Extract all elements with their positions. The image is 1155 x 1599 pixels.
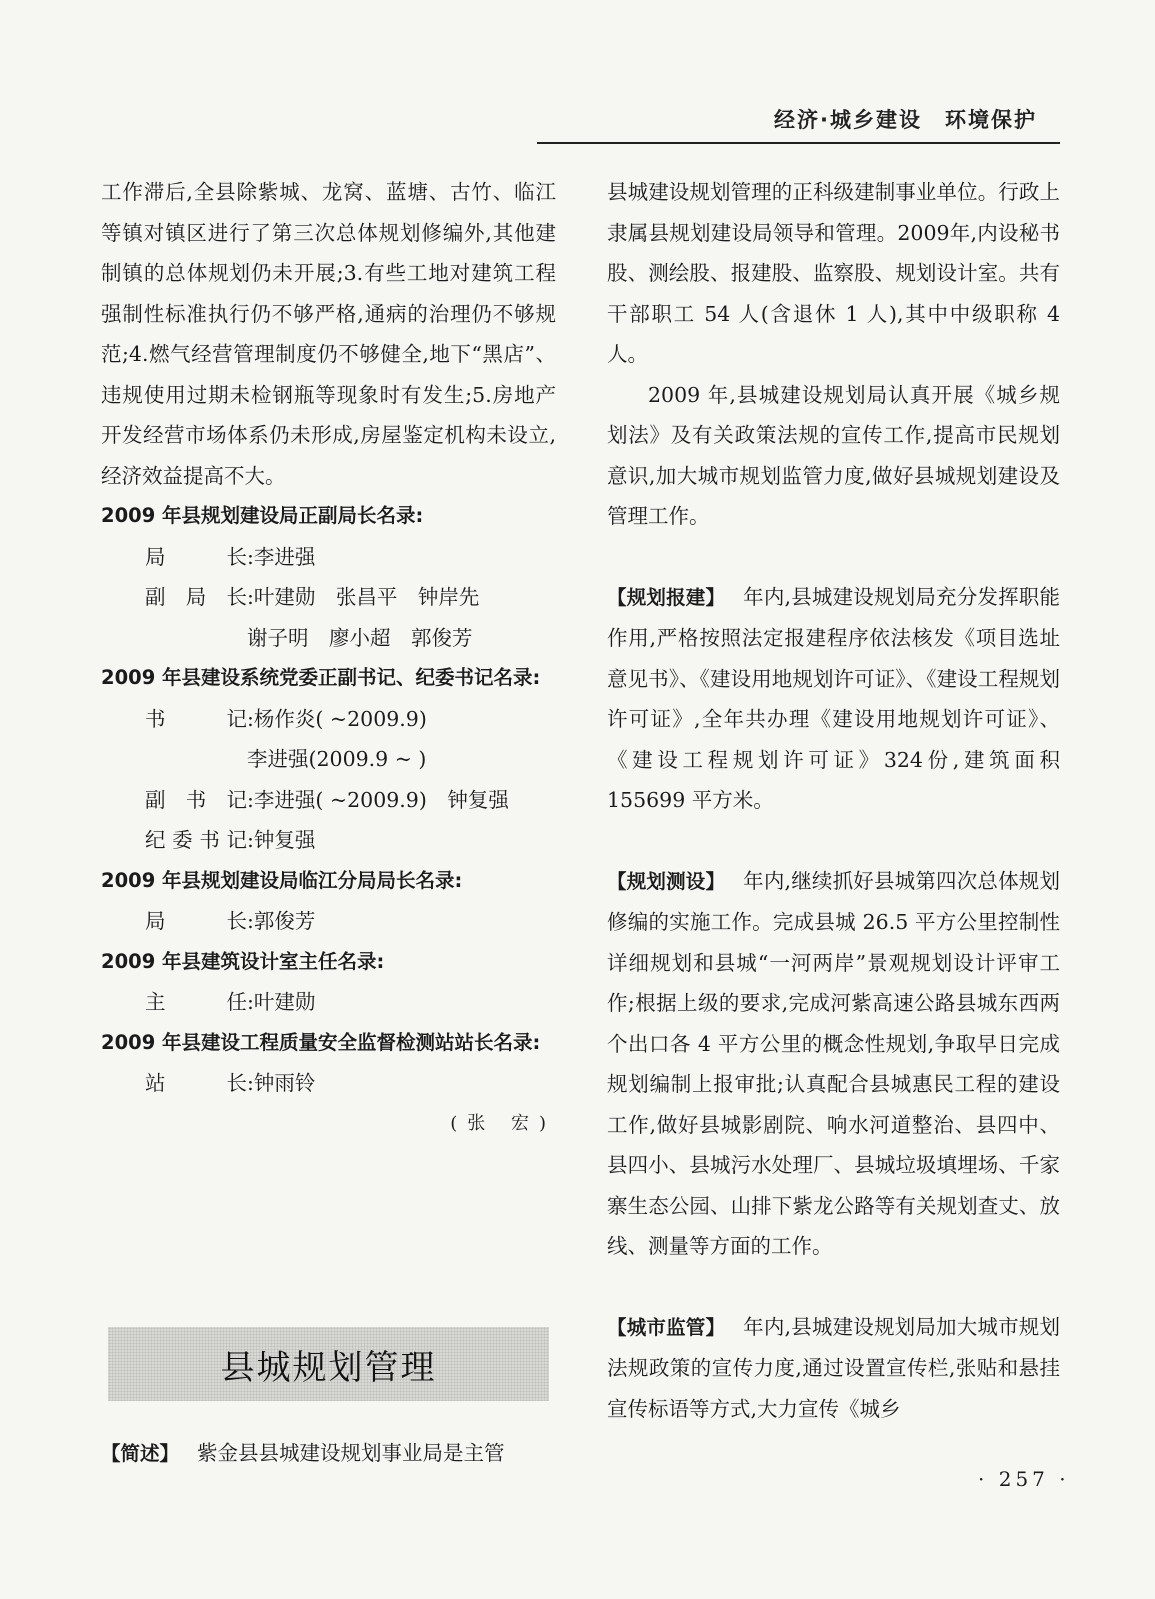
list-heading: 2009 年县建筑设计室主任名录: [101, 949, 385, 973]
section-baojian [607, 577, 1060, 821]
name-row: 副 局 长 : 叶建勋 张昌平 钟岸先 [101, 577, 556, 618]
role-label: 局 长 [145, 544, 247, 569]
role-label: 站 长 [145, 1071, 247, 1095]
section-title-banner [108, 1327, 549, 1401]
name-row: 书 记 : 杨作炎( ~2009.9) [101, 699, 556, 740]
name-continuation: 谢子明 廖小超 郭俊芳 [247, 625, 473, 650]
name-row: 主 任 : 叶建勋 [101, 982, 556, 1023]
section-tag: 【规划报建】 [607, 585, 726, 609]
role-label: 副 书 记 [145, 787, 247, 812]
section-jianguan [607, 1307, 1060, 1430]
role-names: 郭俊芳 [253, 909, 316, 933]
spacer [607, 821, 1060, 861]
list-heading: 2009 年县规划建设局临江分局局长名录: [101, 868, 463, 892]
overview-paragraph [101, 1433, 556, 1475]
author-byline: (张 宏) [450, 1112, 556, 1134]
name-row: 站 长 : 钟雨铃 [101, 1063, 556, 1104]
list-heading: 2009 年县规划建设局正副局长名录: [101, 504, 424, 527]
name-continuation: 李进强(2009.9 ~ ) [247, 747, 427, 771]
overview-paragraph-2: 2009 年,县城建设规划局认真开展《城乡规划法》及有关政策法规的宣传工作,提高市民规划意识,加大城市规划监管力度,做好县城规划建设及管理工作。 [607, 382, 1060, 528]
name-row: 纪委书记 : 钟复强 [101, 820, 556, 861]
intro-paragraph: 工作滞后,全县除紫城、龙窝、蓝塘、古竹、临江等镇对镇区进行了第三次总体规划修编外,其他建制镇的总体规划仍未开展;3.有些工地对建筑工程强制性标准执行仍不够严格,通病的治理仍不够规范;4.燃气经营管理制度仍不够健全,地下“黑店”、违规使用过期未检钢瓶等现象时有发生;5.房地产开发经营市场体系仍未形成,房屋鉴定机构未设立,经济效益提高不大。 [101, 180, 556, 488]
left-column [101, 172, 556, 1144]
overview-text: 紫金县县城建设规划事业局是主管 [197, 1441, 505, 1465]
name-row: 局 长 : 郭俊芳 [101, 901, 556, 942]
role-label: 纪委书记 [145, 828, 247, 852]
right-column [607, 172, 1060, 1429]
section-text: 年内,县城建设规划局加大城市规划法规政策的宣传力度,通过设置宣传栏,张贴和悬挂宣传标语等方式,大力宣传《城乡 [607, 1314, 1060, 1421]
section-text: 年内,继续抓好县城第四次总体规划修编的实施工作。完成县城 26.5 平方公里控制性详细规划和县城“一河两岸”景观规划设计评审工作;根据上级的要求,完成河紫高速公路县城东西两个出口各 4 平方公里的概念性规划,争取早日完成规划编制上报审批;认真配合县城惠民工程的建设工作,做好县城影剧院、响水河道整治、县四中、县四小、县城污水处理厂、县城垃圾填埋场、千家寨生态公园、山排下紫龙公路等有关规划查丈、放线、测量等方面的工作。 [607, 868, 1060, 1258]
role-label: 主 任 [145, 990, 247, 1014]
list-heading: 2009 年县建设系统党委正副书记、纪委书记名录: [101, 666, 541, 689]
header-rule [537, 142, 1060, 144]
spacer [607, 537, 1060, 577]
section-cheshe [607, 861, 1060, 1267]
role-label: 局 长 [145, 909, 247, 933]
overview-tag: 【简述】 [101, 1442, 180, 1465]
page-number: · 257 · [978, 1467, 1070, 1491]
role-names: 钟复强 [253, 828, 316, 852]
list-heading: 2009 年县建设工程质量安全监督检测站站长名录: [101, 1030, 541, 1054]
role-label: 书 记 [145, 706, 247, 731]
running-header: 经济·城乡建设 环境保护 [774, 108, 1037, 132]
role-names: 叶建勋 张昌平 钟岸先 [253, 585, 480, 609]
role-names: 叶建勋 [253, 990, 316, 1014]
role-names: 钟雨铃 [253, 1071, 316, 1095]
section-tag: 【规划测设】 [607, 869, 726, 893]
name-row: 副 书 记 : 李进强( ~2009.9) 钟复强 [101, 780, 556, 821]
section-text: 年内,县城建设规划局充分发挥职能作用,严格按照法定报建程序依法核发《项目选址意见书》、《建设用地规划许可证》、《建设工程规划许可证》,全年共办理《建设用地规划许可证》、《建设工程规划许可证》324份,建筑面积 155699 平方米。 [607, 584, 1060, 812]
role-names: 李进强( ~2009.9) 钟复强 [253, 787, 509, 812]
section-tag: 【城市监管】 [607, 1315, 726, 1339]
name-row: 局 长 : 李进强 [101, 537, 556, 578]
role-label: 副 局 长 [145, 585, 247, 609]
role-names: 杨作炎( ~2009.9) [253, 706, 427, 731]
overview-continued: 县城建设规划管理的正科级建制事业单位。行政上隶属县规划建设局领导和管理。2009年,内设秘书股、测绘股、报建股、监察股、规划设计室。共有干部职工 54 人(含退休 1 人),其中中级职称 4 人。 [607, 180, 1060, 366]
section-title: 县城规划管理 [220, 1347, 437, 1388]
role-names: 李进强 [253, 544, 316, 569]
spacer [607, 1267, 1060, 1307]
